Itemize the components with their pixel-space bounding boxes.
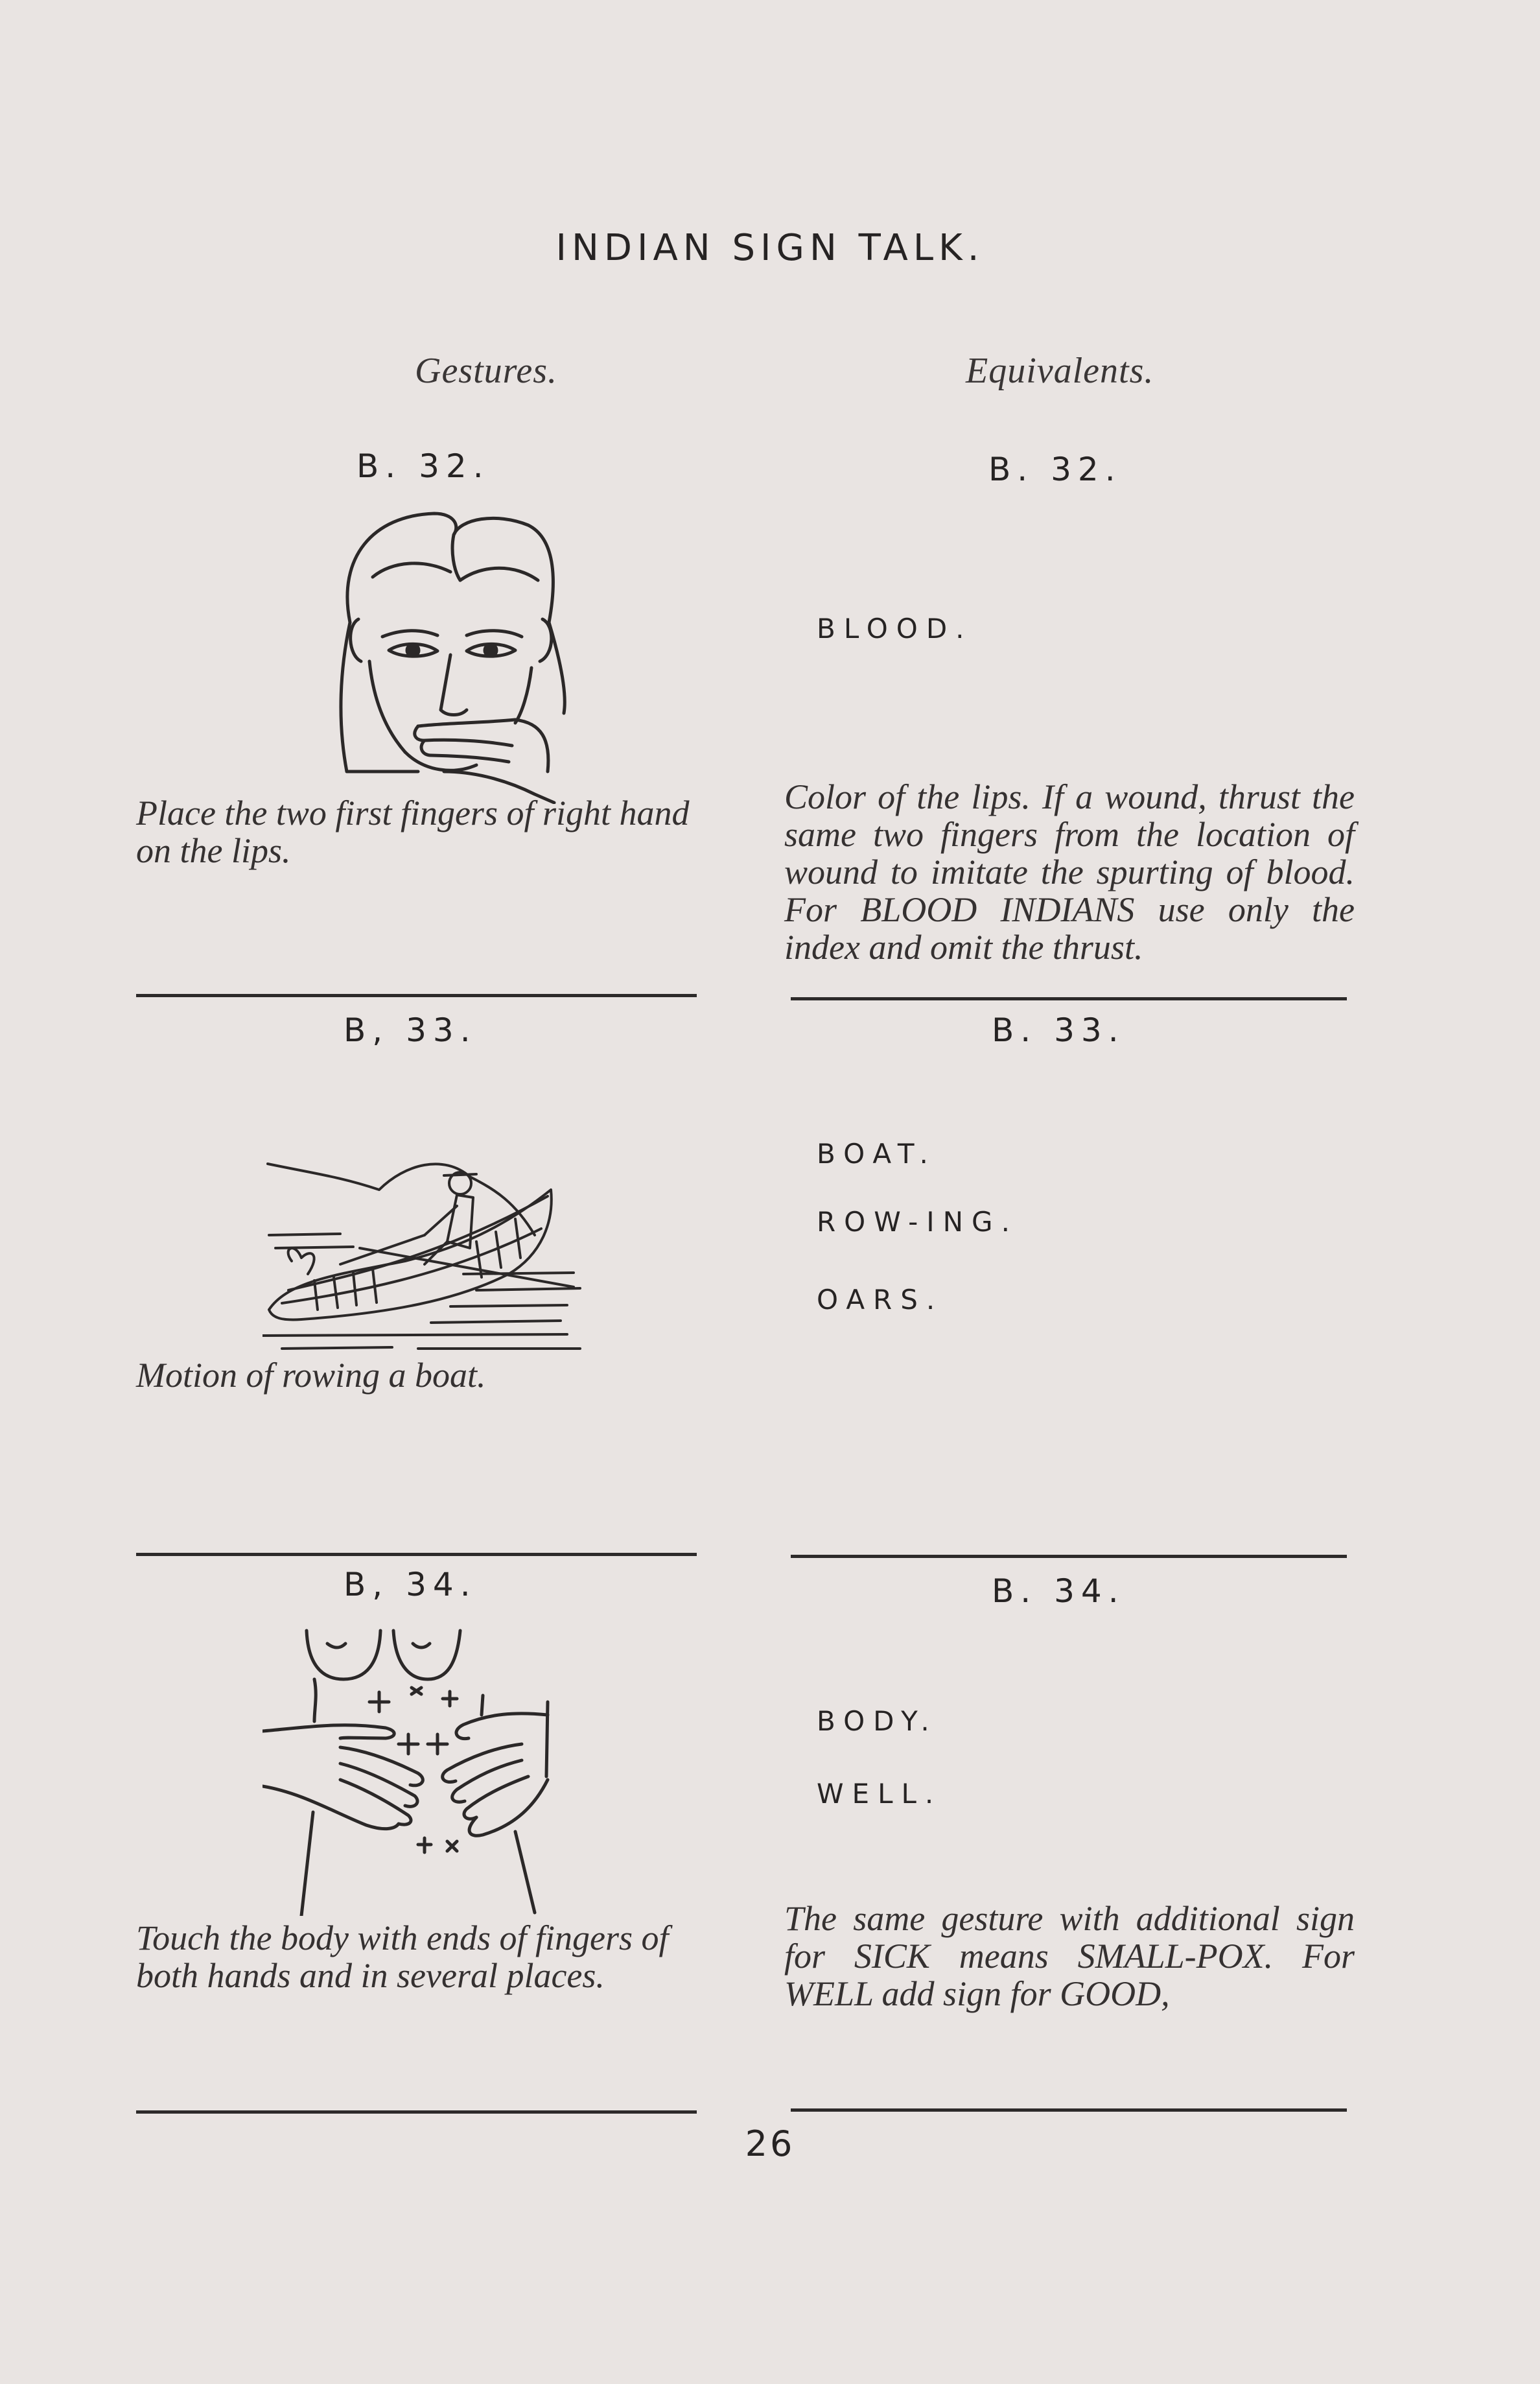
column-heading-equivalents: Equivalents.	[966, 351, 1154, 391]
equivalent-word-body: BODY.	[817, 1705, 938, 1737]
caption-b32: Place the two first fingers of right hand on the lips.	[136, 794, 690, 870]
divider-rule-right-3	[791, 2108, 1347, 2112]
equivalent-word-rowing: ROW-ING.	[817, 1206, 1018, 1238]
caption-b33: Motion of rowing a boat.	[136, 1356, 486, 1395]
column-heading-gestures: Gestures.	[415, 351, 558, 391]
gesture-label-b34: B, 34.	[344, 1566, 477, 1603]
gesture-label-b33: B, 33.	[344, 1011, 477, 1049]
equivalent-label-b32: B. 32.	[988, 451, 1122, 488]
man-rowing-boat-illustration	[262, 1151, 587, 1358]
divider-rule-left-2	[136, 1553, 697, 1556]
divider-rule-right-1	[791, 997, 1347, 1000]
note-b32: Color of the lips. If a wound, thrust the same two fingers from the location of wound to imitate the spurting of blood. For BLOOD INDIANS use only the index and omit the thrust.	[784, 777, 1355, 967]
divider-rule-left-1	[136, 994, 697, 997]
hands-on-body-illustration	[262, 1618, 600, 1916]
equivalent-word-well: WELL.	[817, 1778, 942, 1810]
page-number: 26	[745, 2123, 795, 2164]
equivalent-word-blood: BLOOD.	[817, 613, 973, 644]
divider-rule-right-2	[791, 1555, 1347, 1558]
equivalent-label-b33: B. 33.	[992, 1011, 1125, 1049]
equivalent-word-boat: BOAT.	[817, 1138, 937, 1170]
equivalent-word-oars: OARS.	[817, 1284, 944, 1316]
running-head: INDIAN SIGN TALK.	[555, 227, 985, 269]
note-b34: The same gesture with additional sign for SICK means SMALL-POX. For WELL add sign for GOOD,	[784, 1899, 1355, 2013]
divider-rule-left-3	[136, 2110, 697, 2114]
face-hand-on-lips-illustration	[321, 499, 580, 804]
equivalent-label-b34: B. 34.	[992, 1572, 1125, 1610]
caption-b34: Touch the body with ends of fingers of both hands and in several places.	[136, 1918, 669, 1995]
gesture-label-b32: B. 32.	[356, 447, 490, 485]
